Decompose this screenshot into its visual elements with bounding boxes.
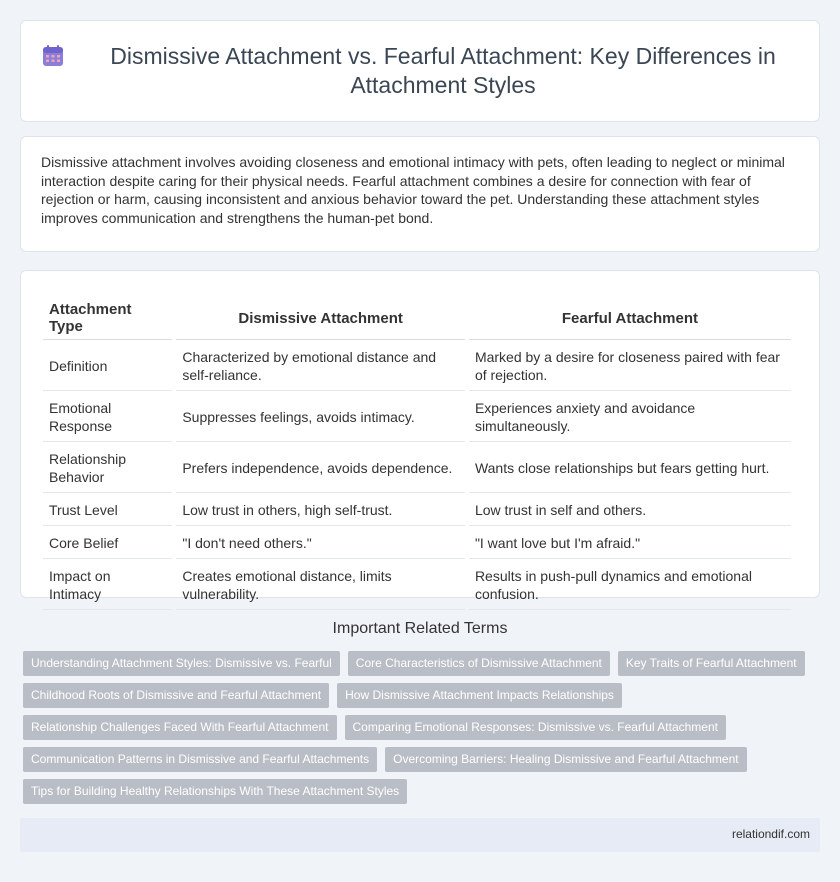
page-title: Dismissive Attachment vs. Fearful Attachment: Key Differences in Attachment Styles	[110, 43, 776, 98]
fearful-cell: Experiences anxiety and avoidance simultaneously.	[469, 393, 791, 442]
header-fearful: Fearful Attachment	[469, 295, 791, 340]
dismissive-cell: Prefers independence, avoids dependence.	[176, 444, 465, 493]
table-row	[43, 342, 791, 391]
row-label: Impact on Intimacy	[43, 561, 172, 610]
related-term-link[interactable]: Relationship Challenges Faced With Fearful Attachment	[23, 715, 337, 740]
fearful-cell: "I want love but I'm afraid."	[469, 528, 791, 559]
fearful-cell: Wants close relationships but fears getting hurt.	[469, 444, 791, 493]
header-card	[20, 20, 820, 122]
row-label: Emotional Response	[43, 393, 172, 442]
fearful-cell: Low trust in self and others.	[469, 495, 791, 526]
row-label: Trust Level	[43, 495, 172, 526]
table-row	[43, 495, 791, 526]
table-row	[43, 444, 791, 493]
footer-site-link[interactable]: relationdif.com	[731, 827, 810, 841]
header-attachment-type: Attachment Type	[43, 295, 172, 340]
dismissive-cell: "I don't need others."	[176, 528, 465, 559]
table-header-row	[43, 295, 791, 340]
intro-text: Dismissive attachment involves avoiding closeness and emotional intimacy with pets, often leading to neglect or minimal interaction despite caring for their physical needs. Fearful attachment combines a desire for connection with fear of rejection or harm, causing inconsistent and anxious behavior toward the pet. Understanding these attachment styles improves communication and strengthens the human-pet bond.	[41, 154, 785, 226]
footer	[20, 818, 820, 852]
related-term-link[interactable]: Comparing Emotional Responses: Dismissive vs. Fearful Attachment	[345, 715, 726, 740]
dismissive-cell: Characterized by emotional distance and self-reliance.	[176, 342, 465, 391]
related-term-link[interactable]: How Dismissive Attachment Impacts Relationships	[337, 683, 622, 708]
dismissive-cell: Low trust in others, high self-trust.	[176, 495, 465, 526]
related-term-link[interactable]: Tips for Building Healthy Relationships With These Attachment Styles	[23, 779, 407, 804]
dismissive-cell: Creates emotional distance, limits vulnerability.	[176, 561, 465, 610]
table-row	[43, 393, 791, 442]
table-row	[43, 561, 791, 610]
comparison-table	[39, 293, 795, 612]
fearful-cell: Marked by a desire for closeness paired with fear of rejection.	[469, 342, 791, 391]
dismissive-cell: Suppresses feelings, avoids intimacy.	[176, 393, 465, 442]
table-row	[43, 528, 791, 559]
related-term-link[interactable]: Key Traits of Fearful Attachment	[618, 651, 805, 676]
calendar-icon	[41, 44, 65, 68]
related-term-link[interactable]: Communication Patterns in Dismissive and Fearful Attachments	[23, 747, 377, 772]
related-term-link[interactable]: Understanding Attachment Styles: Dismissive vs. Fearful	[23, 651, 340, 676]
comparison-table-card	[20, 270, 820, 602]
row-label: Relationship Behavior	[43, 444, 172, 493]
related-term-link[interactable]: Overcoming Barriers: Healing Dismissive and Fearful Attachment	[385, 747, 746, 772]
related-term-link[interactable]: Childhood Roots of Dismissive and Fearful Attachment	[23, 683, 329, 708]
header-dismissive: Dismissive Attachment	[176, 295, 465, 340]
row-label: Definition	[43, 342, 172, 391]
related-term-link[interactable]: Core Characteristics of Dismissive Attachment	[348, 651, 610, 676]
intro-card	[20, 136, 820, 252]
fearful-cell: Results in push-pull dynamics and emotional confusion.	[469, 561, 791, 610]
row-label: Core Belief	[43, 528, 172, 559]
related-terms-list	[23, 651, 823, 811]
related-terms-title: Important Related Terms	[332, 620, 508, 637]
